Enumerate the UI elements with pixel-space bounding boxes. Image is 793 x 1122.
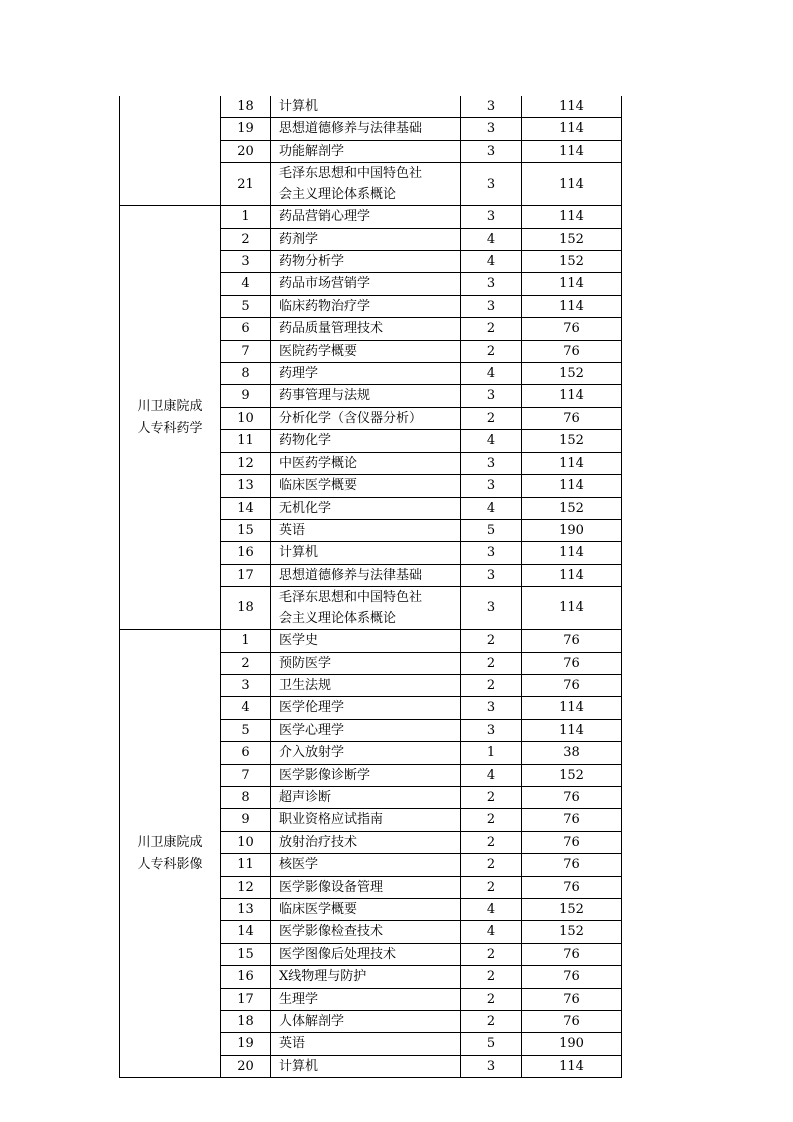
course-number: 20 xyxy=(221,140,271,162)
table-row xyxy=(120,206,622,228)
course-hours: 114 xyxy=(522,206,622,228)
course-credits: 2 xyxy=(461,630,522,652)
course-number: 4 xyxy=(221,273,271,295)
course-credits: 2 xyxy=(461,318,522,340)
course-number: 10 xyxy=(221,831,271,853)
course-hours: 76 xyxy=(522,854,622,876)
course-hours: 152 xyxy=(522,921,622,943)
course-number: 7 xyxy=(221,340,271,362)
course-number: 9 xyxy=(221,809,271,831)
course-hours: 152 xyxy=(522,251,622,273)
program-label-line: 川卫康院成 xyxy=(137,398,203,414)
course-name: 英语 xyxy=(271,1033,461,1055)
course-name: 人体解剖学 xyxy=(271,1011,461,1033)
course-hours: 152 xyxy=(522,430,622,452)
course-hours: 114 xyxy=(522,385,622,407)
course-credits: 4 xyxy=(461,251,522,273)
course-number: 1 xyxy=(221,630,271,652)
course-name: 卫生法规 xyxy=(271,674,461,696)
course-hours: 76 xyxy=(522,318,622,340)
course-number: 15 xyxy=(221,519,271,541)
course-credits: 1 xyxy=(461,742,522,764)
course-name: 功能解剖学 xyxy=(271,140,461,162)
course-credits: 2 xyxy=(461,407,522,429)
course-name: 计算机 xyxy=(271,96,461,118)
course-number: 16 xyxy=(221,542,271,564)
course-number: 3 xyxy=(221,251,271,273)
course-credits: 2 xyxy=(461,674,522,696)
course-number: 14 xyxy=(221,497,271,519)
course-number: 20 xyxy=(221,1055,271,1077)
course-hours: 152 xyxy=(522,899,622,921)
course-name-line: 毛泽东思想和中国特色社 xyxy=(279,590,423,606)
course-credits: 3 xyxy=(461,1055,522,1077)
course-hours: 114 xyxy=(522,719,622,741)
table-row xyxy=(120,96,622,118)
course-name: 医学影像检查技术 xyxy=(271,921,461,943)
course-credits: 2 xyxy=(461,652,522,674)
course-number: 21 xyxy=(221,163,271,206)
course-hours: 114 xyxy=(522,587,622,630)
course-credits: 2 xyxy=(461,831,522,853)
course-hours: 114 xyxy=(522,273,622,295)
course-credits: 3 xyxy=(461,163,522,206)
course-number: 16 xyxy=(221,966,271,988)
course-hours: 114 xyxy=(522,542,622,564)
course-credits: 4 xyxy=(461,921,522,943)
course-number: 2 xyxy=(221,228,271,250)
course-name xyxy=(271,587,461,630)
course-number: 11 xyxy=(221,854,271,876)
course-credits: 2 xyxy=(461,876,522,898)
course-name-line: 毛泽东思想和中国特色社 xyxy=(279,166,423,182)
program-label-line: 人专科影像 xyxy=(137,856,203,872)
course-number: 5 xyxy=(221,295,271,317)
course-credits: 3 xyxy=(461,697,522,719)
course-credits: 5 xyxy=(461,1033,522,1055)
course-hours: 76 xyxy=(522,988,622,1010)
course-name: 医学影像设备管理 xyxy=(271,876,461,898)
course-hours: 76 xyxy=(522,786,622,808)
course-hours: 76 xyxy=(522,340,622,362)
course-name: 英语 xyxy=(271,519,461,541)
course-credits: 2 xyxy=(461,1011,522,1033)
course-name: 医学史 xyxy=(271,630,461,652)
course-number: 18 xyxy=(221,96,271,118)
course-credits: 4 xyxy=(461,363,522,385)
course-name: 预防医学 xyxy=(271,652,461,674)
course-name: 中医药学概论 xyxy=(271,452,461,474)
course-hours: 114 xyxy=(522,452,622,474)
course-number: 12 xyxy=(221,452,271,474)
course-hours: 76 xyxy=(522,1011,622,1033)
course-credits: 2 xyxy=(461,988,522,1010)
course-number: 1 xyxy=(221,206,271,228)
course-credits: 2 xyxy=(461,809,522,831)
table-row xyxy=(120,630,622,652)
course-credits: 3 xyxy=(461,140,522,162)
course-hours: 114 xyxy=(522,1055,622,1077)
course-name: 药剂学 xyxy=(271,228,461,250)
course-hours: 152 xyxy=(522,764,622,786)
course-number: 19 xyxy=(221,1033,271,1055)
course-name xyxy=(271,163,461,206)
course-credits: 4 xyxy=(461,497,522,519)
course-credits: 3 xyxy=(461,96,522,118)
course-name: 药理学 xyxy=(271,363,461,385)
course-name: 药物化学 xyxy=(271,430,461,452)
course-credits: 3 xyxy=(461,587,522,630)
course-name-line: 会主义理论体系概论 xyxy=(279,187,397,203)
course-name: 职业资格应试指南 xyxy=(271,809,461,831)
course-number: 8 xyxy=(221,363,271,385)
course-name: 分析化学（含仪器分析） xyxy=(271,407,461,429)
course-hours: 76 xyxy=(522,876,622,898)
course-name: 核医学 xyxy=(271,854,461,876)
course-name: 思想道德修养与法律基础 xyxy=(271,118,461,140)
course-hours: 114 xyxy=(522,475,622,497)
course-number: 13 xyxy=(221,899,271,921)
course-hours: 114 xyxy=(522,163,622,206)
course-hours: 76 xyxy=(522,674,622,696)
course-number: 18 xyxy=(221,587,271,630)
course-hours: 76 xyxy=(522,966,622,988)
course-name: 医学影像诊断学 xyxy=(271,764,461,786)
course-credits: 3 xyxy=(461,385,522,407)
course-number: 6 xyxy=(221,742,271,764)
course-hours: 152 xyxy=(522,497,622,519)
course-hours: 114 xyxy=(522,96,622,118)
course-name-line: 会主义理论体系概论 xyxy=(279,611,397,627)
course-credits: 3 xyxy=(461,542,522,564)
course-hours: 152 xyxy=(522,228,622,250)
course-number: 17 xyxy=(221,988,271,1010)
course-number: 6 xyxy=(221,318,271,340)
course-credits: 3 xyxy=(461,564,522,586)
course-number: 5 xyxy=(221,719,271,741)
course-number: 12 xyxy=(221,876,271,898)
course-name: 超声诊断 xyxy=(271,786,461,808)
program-label-line: 川卫康院成 xyxy=(137,834,203,850)
course-name: 生理学 xyxy=(271,988,461,1010)
program-label-line: 人专科药学 xyxy=(137,420,203,436)
course-credits: 3 xyxy=(461,295,522,317)
course-name: 介入放射学 xyxy=(271,742,461,764)
course-hours: 114 xyxy=(522,140,622,162)
course-name: 思想道德修养与法律基础 xyxy=(271,564,461,586)
course-number: 3 xyxy=(221,674,271,696)
course-name: 无机化学 xyxy=(271,497,461,519)
course-hours: 76 xyxy=(522,943,622,965)
course-hours: 76 xyxy=(522,630,622,652)
course-credits: 3 xyxy=(461,452,522,474)
course-name: 计算机 xyxy=(271,1055,461,1077)
course-credits: 2 xyxy=(461,966,522,988)
course-credits: 2 xyxy=(461,854,522,876)
course-name: 药品市场营销学 xyxy=(271,273,461,295)
course-number: 18 xyxy=(221,1011,271,1033)
course-credits: 3 xyxy=(461,206,522,228)
course-name: 计算机 xyxy=(271,542,461,564)
course-name: 医学心理学 xyxy=(271,719,461,741)
course-table xyxy=(119,96,622,1078)
course-number: 11 xyxy=(221,430,271,452)
course-hours: 38 xyxy=(522,742,622,764)
course-credits: 3 xyxy=(461,719,522,741)
course-credits: 3 xyxy=(461,475,522,497)
course-credits: 2 xyxy=(461,786,522,808)
course-number: 14 xyxy=(221,921,271,943)
course-name: 药品营销心理学 xyxy=(271,206,461,228)
course-credits: 4 xyxy=(461,430,522,452)
course-hours: 76 xyxy=(522,652,622,674)
course-hours: 190 xyxy=(522,519,622,541)
course-number: 2 xyxy=(221,652,271,674)
course-hours: 114 xyxy=(522,118,622,140)
course-number: 4 xyxy=(221,697,271,719)
course-name: 医学图像后处理技术 xyxy=(271,943,461,965)
course-number: 7 xyxy=(221,764,271,786)
course-number: 8 xyxy=(221,786,271,808)
program-group-label xyxy=(120,630,221,1078)
course-number: 15 xyxy=(221,943,271,965)
course-name: 药物分析学 xyxy=(271,251,461,273)
course-name: 临床药物治疗学 xyxy=(271,295,461,317)
course-name: 放射治疗技术 xyxy=(271,831,461,853)
course-credits: 4 xyxy=(461,764,522,786)
course-number: 17 xyxy=(221,564,271,586)
course-name: 临床医学概要 xyxy=(271,475,461,497)
course-name: 药事管理与法规 xyxy=(271,385,461,407)
course-table-body xyxy=(120,96,622,1078)
course-hours: 114 xyxy=(522,295,622,317)
course-hours: 114 xyxy=(522,697,622,719)
course-number: 10 xyxy=(221,407,271,429)
course-hours: 76 xyxy=(522,407,622,429)
program-group-label xyxy=(120,206,221,630)
course-credits: 2 xyxy=(461,340,522,362)
course-credits: 5 xyxy=(461,519,522,541)
course-hours: 76 xyxy=(522,831,622,853)
course-credits: 3 xyxy=(461,118,522,140)
program-group-label xyxy=(120,96,221,206)
course-name: 医学伦理学 xyxy=(271,697,461,719)
course-name: X线物理与防护 xyxy=(271,966,461,988)
course-credits: 3 xyxy=(461,273,522,295)
course-credits: 2 xyxy=(461,943,522,965)
course-number: 13 xyxy=(221,475,271,497)
course-name: 药品质量管理技术 xyxy=(271,318,461,340)
course-credits: 4 xyxy=(461,899,522,921)
course-hours: 114 xyxy=(522,564,622,586)
course-hours: 190 xyxy=(522,1033,622,1055)
course-name: 医院药学概要 xyxy=(271,340,461,362)
course-number: 19 xyxy=(221,118,271,140)
course-hours: 76 xyxy=(522,809,622,831)
course-number: 9 xyxy=(221,385,271,407)
course-credits: 4 xyxy=(461,228,522,250)
course-name: 临床医学概要 xyxy=(271,899,461,921)
course-hours: 152 xyxy=(522,363,622,385)
